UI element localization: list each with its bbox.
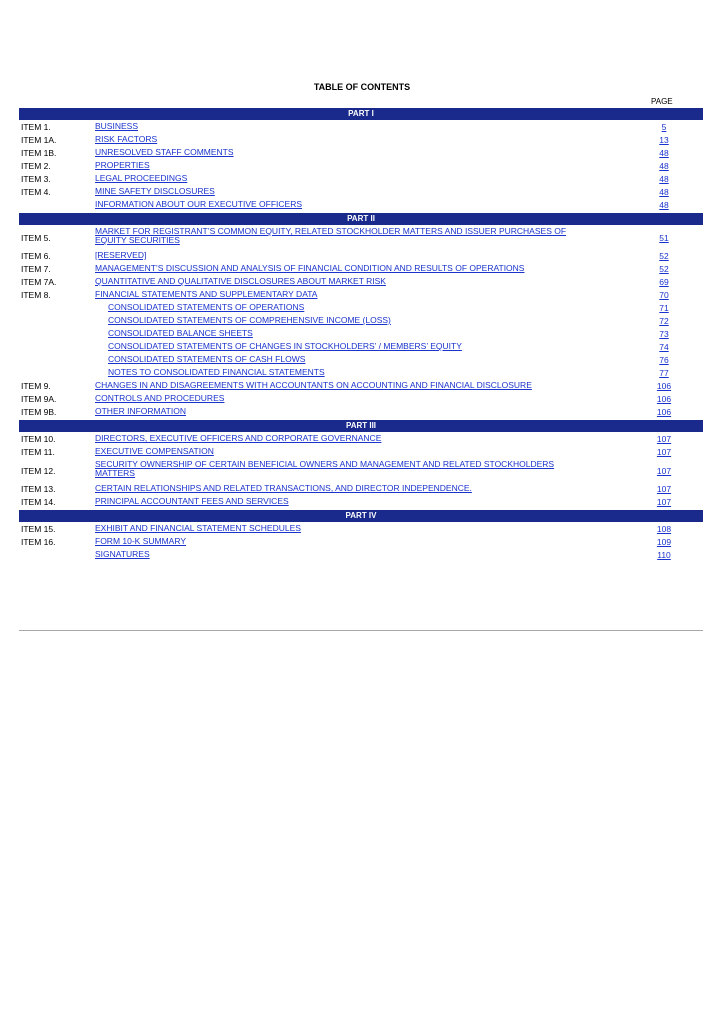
toc-row [19, 405, 703, 418]
page-link[interactable]: 110 [657, 550, 671, 560]
page-link[interactable]: 51 [659, 233, 669, 243]
page-link[interactable]: 69 [659, 277, 669, 287]
toc-row [19, 458, 703, 482]
toc-link[interactable]: CONSOLIDATED STATEMENTS OF CHANGES IN STOCKHOLDERS’ / MEMBERS’ EQUITY [108, 341, 462, 351]
toc-row [19, 198, 703, 211]
item-number: ITEM 7. [21, 264, 51, 274]
toc-link[interactable]: SIGNATURES [95, 549, 150, 559]
page-divider [19, 630, 703, 631]
page-link[interactable]: 107 [656, 484, 672, 494]
toc-link[interactable]: CHANGES IN AND DISAGREEMENTS WITH ACCOUNTANTS ON ACCOUNTING AND FINANCIAL DISCLOSURE [95, 380, 532, 390]
toc-link[interactable]: CONSOLIDATED STATEMENTS OF CASH FLOWS [108, 354, 306, 364]
toc-link[interactable]: FORM 10-K SUMMARY [95, 536, 186, 546]
toc-row [19, 249, 703, 262]
toc-link[interactable]: INFORMATION ABOUT OUR EXECUTIVE OFFICERS [95, 199, 303, 209]
page-link[interactable]: 107 [656, 497, 672, 507]
toc-row [19, 495, 703, 508]
page-link[interactable]: 70 [659, 290, 669, 300]
toc-row [19, 379, 703, 392]
page-link[interactable]: 77 [659, 368, 669, 378]
item-number: ITEM 5. [21, 233, 51, 243]
item-number: ITEM 10. [21, 434, 56, 444]
toc-row [19, 522, 703, 535]
toc-link[interactable]: PROPERTIES [95, 160, 150, 170]
part-header: PART IV [19, 510, 703, 522]
part-header: PART I [19, 108, 703, 120]
item-number: ITEM 15. [21, 524, 56, 534]
toc-row [19, 432, 703, 445]
toc-row [19, 482, 703, 495]
toc-link[interactable]: EXHIBIT AND FINANCIAL STATEMENT SCHEDULES [95, 523, 301, 533]
page-link[interactable]: 5 [661, 122, 667, 132]
toc-row [19, 288, 703, 301]
toc-row [19, 275, 703, 288]
toc-row [19, 159, 703, 172]
toc-table [19, 108, 703, 561]
page-link[interactable]: 106 [656, 394, 672, 404]
toc-row [19, 366, 703, 379]
item-number: ITEM 9. [21, 381, 51, 391]
toc-row [19, 146, 703, 159]
item-number: ITEM 7A. [21, 277, 57, 287]
page-link[interactable]: 52 [659, 264, 669, 274]
toc-link[interactable]: RISK FACTORS [95, 134, 158, 144]
page-link[interactable]: 71 [659, 303, 669, 313]
page-link[interactable]: 52 [659, 251, 669, 261]
toc-row [19, 353, 703, 366]
page-link[interactable]: 109 [656, 537, 672, 547]
toc-link[interactable]: NOTES TO CONSOLIDATED FINANCIAL STATEMENTS [108, 367, 325, 377]
toc-row [19, 185, 703, 198]
part-header: PART II [19, 213, 703, 225]
toc-link[interactable]: OTHER INFORMATION [95, 406, 186, 416]
item-number: ITEM 6. [21, 251, 51, 261]
toc-link[interactable]: CONTROLS AND PROCEDURES [95, 393, 225, 403]
toc-link[interactable]: CONSOLIDATED STATEMENTS OF OPERATIONS [108, 302, 305, 312]
toc-row [19, 133, 703, 146]
page-link[interactable]: 106 [656, 381, 672, 391]
toc-row [19, 172, 703, 185]
toc-row [19, 548, 703, 561]
item-number: ITEM 16. [21, 537, 56, 547]
toc-link[interactable]: MANAGEMENT’S DISCUSSION AND ANALYSIS OF FINANCIAL CONDITION AND RESULTS OF OPERATIONS [95, 263, 525, 273]
toc-link[interactable]: MARKET FOR REGISTRANT’S COMMON EQUITY, RELATED STOCKHOLDER MATTERS AND ISSUER PURCHASES OF EQUITY SECURITIES [95, 226, 567, 245]
item-number: ITEM 14. [21, 497, 56, 507]
item-number: ITEM 1B. [21, 148, 57, 158]
toc-link[interactable]: [RESERVED] [95, 250, 147, 260]
toc-row [19, 445, 703, 458]
toc-row [19, 327, 703, 340]
toc-link[interactable]: LEGAL PROCEEDINGS [95, 173, 188, 183]
item-number: ITEM 12. [21, 466, 56, 476]
part-header: PART III [19, 420, 703, 432]
toc-title: TABLE OF CONTENTS [313, 82, 411, 92]
toc-row [19, 301, 703, 314]
toc-row [19, 120, 703, 133]
toc-link[interactable]: FINANCIAL STATEMENTS AND SUPPLEMENTARY DATA [95, 289, 318, 299]
page-link[interactable]: 107 [656, 434, 672, 444]
toc-row [19, 392, 703, 405]
toc-row [19, 225, 703, 249]
page-link[interactable]: 48 [659, 174, 669, 184]
page-link[interactable]: 48 [659, 187, 669, 197]
toc-link[interactable]: CONSOLIDATED BALANCE SHEETS [108, 328, 253, 338]
page-link[interactable]: 48 [659, 148, 669, 158]
toc-row [19, 262, 703, 275]
toc-link[interactable]: CONSOLIDATED STATEMENTS OF COMPREHENSIVE INCOME (LOSS) [108, 315, 391, 325]
item-number: ITEM 2. [21, 161, 51, 171]
toc-link[interactable]: PRINCIPAL ACCOUNTANT FEES AND SERVICES [95, 496, 289, 506]
item-number: ITEM 3. [21, 174, 51, 184]
toc-link[interactable]: MINE SAFETY DISCLOSURES [95, 186, 215, 196]
item-number: ITEM 1. [21, 122, 51, 132]
toc-link[interactable]: EXECUTIVE COMPENSATION [95, 446, 214, 456]
toc-link[interactable]: BUSINESS [95, 121, 138, 131]
toc-link[interactable]: SECURITY OWNERSHIP OF CERTAIN BENEFICIAL OWNERS AND MANAGEMENT AND RELATED STOCKHOLDERS MATTERS [95, 459, 555, 478]
page-link[interactable]: 48 [659, 161, 669, 171]
toc-link[interactable]: CERTAIN RELATIONSHIPS AND RELATED TRANSACTIONS, AND DIRECTOR INDEPENDENCE. [95, 483, 472, 493]
item-number: ITEM 13. [21, 484, 56, 494]
item-number: ITEM 9A. [21, 394, 57, 404]
page-link[interactable]: 48 [659, 200, 669, 210]
page-link[interactable]: 107 [656, 466, 672, 476]
toc-row [19, 314, 703, 327]
item-number: ITEM 8. [21, 290, 51, 300]
toc-link[interactable]: DIRECTORS, EXECUTIVE OFFICERS AND CORPORATE GOVERNANCE [95, 433, 382, 443]
toc-row [19, 535, 703, 548]
page-link[interactable]: 76 [659, 355, 669, 365]
page-link[interactable]: 72 [659, 316, 669, 326]
item-number: ITEM 4. [21, 187, 51, 197]
toc-link[interactable]: QUANTITATIVE AND QUALITATIVE DISCLOSURES ABOUT MARKET RISK [95, 276, 386, 286]
page-link[interactable]: 107 [656, 447, 672, 457]
page-link[interactable]: 108 [656, 524, 672, 534]
item-number: ITEM 11. [21, 447, 55, 457]
page-link[interactable]: 13 [659, 135, 669, 145]
page-link[interactable]: 106 [656, 407, 672, 417]
page-column-header: PAGE [651, 97, 673, 106]
toc-row [19, 340, 703, 353]
page-link[interactable]: 73 [659, 329, 669, 339]
page-link[interactable]: 74 [659, 342, 669, 352]
item-number: ITEM 1A. [21, 135, 57, 145]
toc-link[interactable]: UNRESOLVED STAFF COMMENTS [95, 147, 234, 157]
item-number: ITEM 9B. [21, 407, 57, 417]
